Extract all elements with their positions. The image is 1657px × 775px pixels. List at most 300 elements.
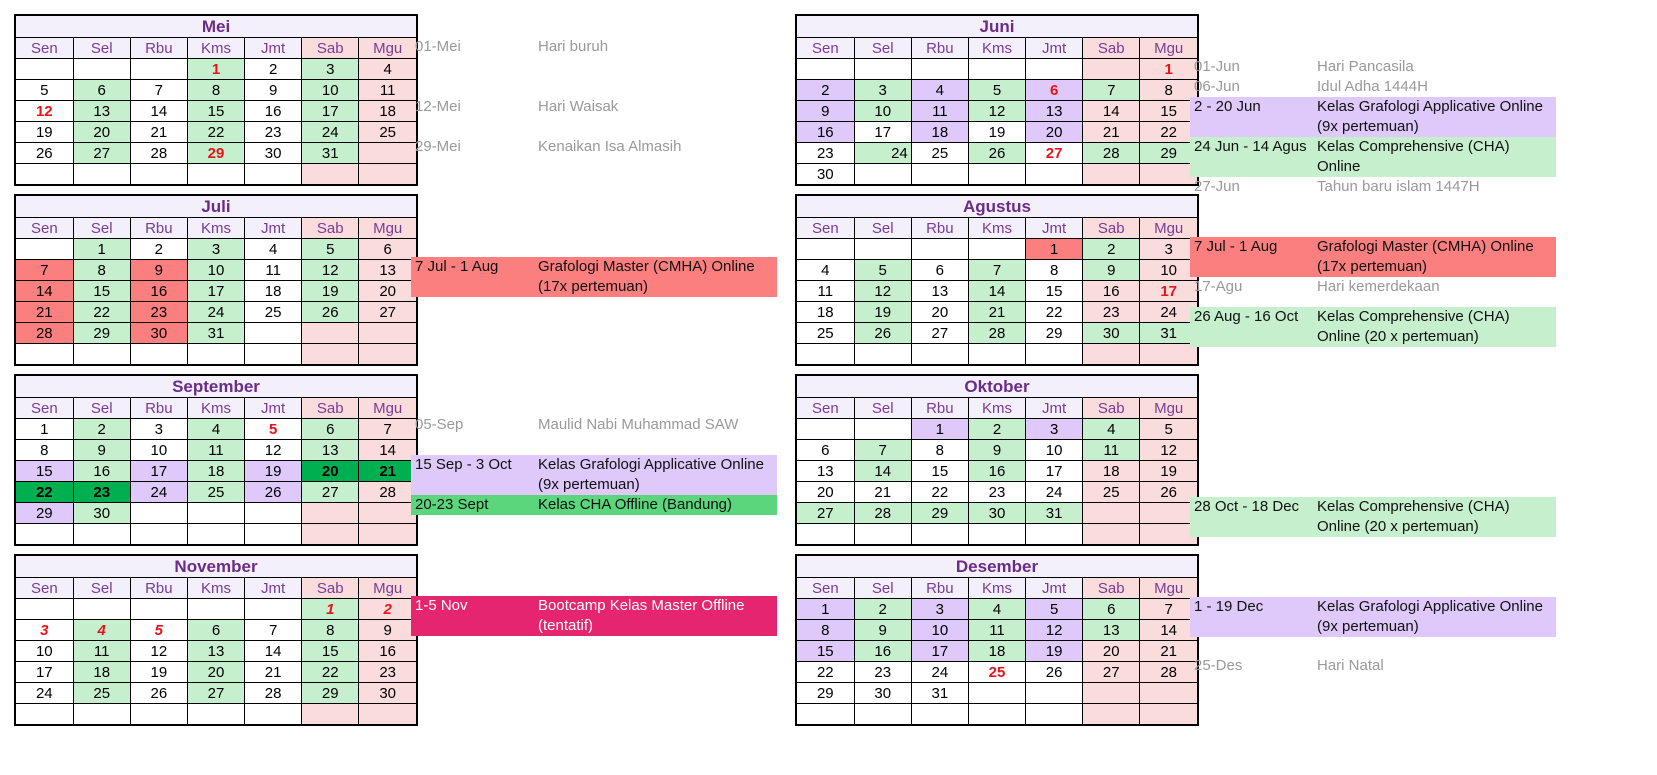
day-cell: 29 [1140,143,1197,164]
day-cell: 29 [911,503,968,524]
day-cell: 15 [1026,281,1083,302]
weekday-header: Sel [73,398,130,419]
day-cell: 23 [854,662,911,683]
day-cell: 18 [245,281,302,302]
day-cell: 18 [1083,461,1140,482]
day-cell [1140,524,1197,545]
weekday-header: Sel [73,38,130,59]
day-cell [302,164,359,185]
event-row [1190,77,1556,97]
day-cell: 11 [359,80,416,101]
day-cell: 13 [187,641,244,662]
event-text: Hari kemerdekaan [1317,278,1440,295]
day-cell [797,239,854,260]
day-cell: 26 [16,143,73,164]
day-cell: 14 [16,281,73,302]
day-cell: 26 [245,482,302,503]
day-cell: 8 [187,80,244,101]
day-cell [968,704,1025,725]
day-cell: 2 [1083,239,1140,260]
day-cell: 20 [797,482,854,503]
day-cell: 27 [187,683,244,704]
weekday-header: Mgu [1140,578,1197,599]
day-cell: 7 [1083,80,1140,101]
day-cell: 27 [73,143,130,164]
day-cell: 19 [302,281,359,302]
event-row [1190,656,1556,676]
day-cell: 15 [797,641,854,662]
day-cell: 2 [797,80,854,101]
day-cell [1140,503,1197,524]
day-cell: 8 [1140,80,1197,101]
day-cell: 2 [73,419,130,440]
day-cell: 14 [854,461,911,482]
month-december [795,554,1199,726]
day-cell: 24 [187,302,244,323]
day-cell: 11 [968,620,1025,641]
weekday-header: Jmt [1026,38,1083,59]
day-cell: 21 [16,302,73,323]
day-cell: 23 [73,482,130,503]
day-cell [302,344,359,365]
event-text: Bootcamp Kelas Master Offline (tentatif) [538,597,745,634]
day-cell [1026,164,1083,185]
day-cell [187,524,244,545]
day-cell [302,503,359,524]
weekday-header: Sel [854,578,911,599]
day-cell: 30 [359,683,416,704]
day-cell: 13 [359,260,416,281]
day-cell: 18 [73,662,130,683]
event-date: 29-Mei [415,138,461,155]
day-cell: 22 [187,122,244,143]
day-cell: 1 [797,599,854,620]
day-cell: 13 [302,440,359,461]
day-cell: 28 [968,323,1025,344]
day-cell: 26 [968,143,1025,164]
day-cell [187,704,244,725]
day-cell: 27 [911,323,968,344]
weekday-header: Sab [302,38,359,59]
day-cell: 16 [359,641,416,662]
day-cell: 2 [968,419,1025,440]
day-cell: 17 [187,281,244,302]
day-cell: 6 [359,239,416,260]
weekday-header: Kms [187,38,244,59]
month-august [795,194,1199,366]
day-cell: 21 [245,662,302,683]
day-cell: 4 [1083,419,1140,440]
day-cell: 23 [968,482,1025,503]
day-cell: 24 [130,482,187,503]
day-cell: 18 [797,302,854,323]
day-cell: 24 [1140,302,1197,323]
day-cell: 22 [911,482,968,503]
day-cell: 19 [130,662,187,683]
event-date: 15 Sep - 3 Oct [415,456,512,473]
day-cell [359,704,416,725]
day-cell [359,503,416,524]
event-date: 25-Des [1194,657,1243,674]
day-cell: 25 [245,302,302,323]
day-cell: 28 [854,503,911,524]
event-text: Hari Waisak [538,98,619,115]
day-cell: 16 [797,122,854,143]
day-cell: 5 [130,620,187,641]
day-cell: 3 [911,599,968,620]
weekday-header: Mgu [359,38,416,59]
day-cell [187,599,244,620]
day-cell: 24 [302,122,359,143]
event-text: Kelas Grafologi Applicative Online (9x pertemuan) [1317,98,1543,135]
day-cell [1140,683,1197,704]
day-cell: 14 [1083,101,1140,122]
day-cell: 29 [16,503,73,524]
day-cell: 15 [73,281,130,302]
day-cell: 11 [73,641,130,662]
day-cell [130,59,187,80]
day-cell [797,419,854,440]
events-september [411,415,777,515]
day-cell: 10 [854,101,911,122]
day-cell [302,524,359,545]
day-cell: 5 [968,80,1025,101]
month-title: Oktober [797,376,1197,398]
day-cell [73,59,130,80]
day-cell: 16 [245,101,302,122]
day-cell [797,59,854,80]
day-cell: 4 [968,599,1025,620]
weekday-header: Sen [16,578,73,599]
day-cell: 17 [854,122,911,143]
day-cell: 8 [73,260,130,281]
event-date: 26 Aug - 16 Oct [1194,308,1299,325]
weekday-header: Sel [854,38,911,59]
weekday-header: Kms [968,398,1025,419]
event-text: Maulid Nabi Muhammad SAW [538,416,739,433]
month-june [795,14,1199,186]
day-cell: 20 [911,302,968,323]
event-row [411,97,795,117]
day-cell [911,239,968,260]
day-cell [245,344,302,365]
day-cell: 13 [73,101,130,122]
day-cell: 12 [1140,440,1197,461]
day-cell: 27 [797,503,854,524]
day-cell: 10 [16,641,73,662]
event-date: 20-23 Sept [415,496,489,513]
day-cell [854,344,911,365]
day-cell [968,683,1025,704]
weekday-header: Sen [797,578,854,599]
day-cell [854,704,911,725]
event-row [1190,177,1556,197]
day-cell: 15 [911,461,968,482]
day-cell: 10 [130,440,187,461]
day-cell [359,323,416,344]
event-text: Grafologi Master (CMHA) Online (17x pertemuan) [1317,238,1534,275]
day-cell: 16 [854,641,911,662]
day-cell: 3 [1026,419,1083,440]
day-cell [854,164,911,185]
event-date: 7 Jul - 1 Aug [415,258,499,275]
day-cell: 21 [1083,122,1140,143]
month-title: Desember [797,556,1197,578]
day-cell: 12 [1026,620,1083,641]
day-cell: 19 [1026,641,1083,662]
day-cell: 31 [302,143,359,164]
day-cell: 10 [187,260,244,281]
day-cell: 26 [1026,662,1083,683]
event-text: Kelas CHA Offline (Bandung) [538,496,732,513]
event-row [411,455,777,495]
day-cell: 26 [854,323,911,344]
day-cell [797,524,854,545]
day-cell: 3 [130,419,187,440]
day-cell: 5 [1026,599,1083,620]
day-cell [16,704,73,725]
day-cell [245,323,302,344]
weekday-header: Jmt [1026,218,1083,239]
month-july [14,194,418,366]
day-cell: 30 [854,683,911,704]
event-row [411,257,777,297]
day-cell: 11 [797,281,854,302]
day-cell [16,164,73,185]
day-cell: 13 [1026,101,1083,122]
day-cell: 12 [16,101,73,122]
event-text: Hari buruh [538,38,609,55]
day-cell: 12 [968,101,1025,122]
day-cell: 31 [1026,503,1083,524]
day-cell: 1 [1026,239,1083,260]
day-cell: 28 [359,482,416,503]
day-cell: 6 [797,440,854,461]
day-cell: 23 [245,122,302,143]
day-cell: 22 [1140,122,1197,143]
day-cell [130,704,187,725]
event-text: Kelas Grafologi Applicative Online (9x pertemuan) [1317,598,1543,635]
event-row [411,37,795,57]
day-cell: 4 [73,620,130,641]
day-cell: 27 [1026,143,1083,164]
event-row [1190,597,1556,637]
day-cell [968,344,1025,365]
day-cell [302,704,359,725]
day-cell [302,323,359,344]
day-cell: 7 [245,620,302,641]
day-cell: 12 [854,281,911,302]
event-date: 2 - 20 Jun [1194,98,1261,115]
event-row [1190,307,1556,347]
day-cell: 9 [1083,260,1140,281]
day-cell [187,164,244,185]
day-cell: 4 [245,239,302,260]
day-cell: 25 [359,122,416,143]
day-cell [359,524,416,545]
day-cell [245,524,302,545]
day-cell: 17 [302,101,359,122]
events-july [411,257,777,297]
day-cell: 28 [130,143,187,164]
day-cell: 23 [359,662,416,683]
day-cell: 5 [302,239,359,260]
day-cell: 19 [968,122,1025,143]
day-cell: 13 [1083,620,1140,641]
day-cell: 19 [854,302,911,323]
event-row [1190,97,1556,137]
day-cell: 1 [911,419,968,440]
day-cell [1026,344,1083,365]
day-cell: 14 [130,101,187,122]
weekday-header: Sab [1083,578,1140,599]
day-cell: 7 [1140,599,1197,620]
day-cell: 21 [854,482,911,503]
weekday-header: Sab [1083,38,1140,59]
day-cell: 9 [359,620,416,641]
day-cell [245,599,302,620]
day-cell [911,164,968,185]
day-cell: 25 [187,482,244,503]
events-october [1190,497,1556,537]
day-cell: 21 [130,122,187,143]
day-cell [1083,704,1140,725]
weekday-header: Mgu [359,578,416,599]
day-cell: 25 [911,143,968,164]
day-cell: 5 [1140,419,1197,440]
event-text: Hari Pancasila [1317,58,1414,75]
weekday-header: Kms [187,578,244,599]
day-cell: 7 [854,440,911,461]
day-cell: 9 [245,80,302,101]
day-cell: 25 [797,323,854,344]
day-cell: 29 [1026,323,1083,344]
day-cell [1140,164,1197,185]
day-cell: 15 [187,101,244,122]
weekday-header: Jmt [245,38,302,59]
events-june [1190,57,1556,197]
month-may [14,14,418,186]
event-row [1190,497,1556,537]
event-date: 17-Agu [1194,278,1243,295]
day-cell: 4 [187,419,244,440]
day-cell: 4 [911,80,968,101]
event-date: 24 Jun - 14 Agus [1194,138,1307,155]
day-cell [359,143,416,164]
day-cell: 9 [797,101,854,122]
weekday-header: Jmt [245,398,302,419]
day-cell: 14 [245,641,302,662]
event-date: 05-Sep [415,416,464,433]
day-cell [1083,344,1140,365]
day-cell: 21 [968,302,1025,323]
event-date: 7 Jul - 1 Aug [1194,238,1278,255]
day-cell: 9 [130,260,187,281]
month-september [14,374,418,546]
day-cell [968,239,1025,260]
event-text: Kenaikan Isa Almasih [538,138,682,155]
day-cell: 9 [854,620,911,641]
event-date: 1 - 19 Dec [1194,598,1264,615]
day-cell: 23 [130,302,187,323]
day-cell: 13 [911,281,968,302]
weekday-header: Kms [968,38,1025,59]
day-cell: 1 [187,59,244,80]
day-cell: 30 [968,503,1025,524]
weekday-header: Sab [1083,398,1140,419]
day-cell: 7 [16,260,73,281]
event-row [411,495,777,515]
month-title: Mei [16,16,416,38]
day-cell [359,164,416,185]
day-cell: 16 [1083,281,1140,302]
day-cell: 28 [16,323,73,344]
day-cell: 29 [302,683,359,704]
day-cell [1026,524,1083,545]
day-cell: 3 [1140,239,1197,260]
day-cell: 3 [854,80,911,101]
event-row [1190,277,1556,297]
day-cell: 30 [73,503,130,524]
day-cell: 20 [1026,122,1083,143]
day-cell [73,164,130,185]
day-cell [911,344,968,365]
weekday-header: Sab [302,578,359,599]
day-cell [16,344,73,365]
day-cell: 29 [73,323,130,344]
day-cell: 31 [187,323,244,344]
day-cell: 2 [854,599,911,620]
weekday-header: Sab [302,218,359,239]
weekday-header: Kms [968,578,1025,599]
weekday-header: Mgu [1140,218,1197,239]
day-cell: 16 [130,281,187,302]
events-december [1190,597,1556,676]
day-cell [1026,704,1083,725]
day-cell: 7 [968,260,1025,281]
day-cell: 12 [130,641,187,662]
event-text: Idul Adha 1444H [1317,78,1428,95]
day-cell: 12 [245,440,302,461]
day-cell: 17 [16,662,73,683]
event-text: Kelas Comprehensive (CHA) Online (20 x pertemuan) [1317,498,1510,535]
day-cell: 17 [1026,461,1083,482]
day-cell: 21 [1140,641,1197,662]
month-november [14,554,418,726]
event-row [1190,137,1556,177]
day-cell: 24 [854,143,911,164]
day-cell: 10 [1026,440,1083,461]
day-cell: 22 [73,302,130,323]
day-cell: 28 [245,683,302,704]
event-row [1190,57,1556,77]
weekday-header: Jmt [1026,398,1083,419]
weekday-header: Jmt [245,218,302,239]
day-cell [130,164,187,185]
day-cell [1026,59,1083,80]
weekday-header: Mgu [1140,38,1197,59]
day-cell [73,524,130,545]
day-cell: 13 [797,461,854,482]
day-cell [187,503,244,524]
day-cell [187,344,244,365]
day-cell: 26 [130,683,187,704]
day-cell [130,503,187,524]
day-cell: 21 [359,461,416,482]
day-cell: 6 [302,419,359,440]
event-text: Tahun baru islam 1447H [1317,178,1480,195]
event-text: Grafologi Master (CMHA) Online (17x pertemuan) [538,258,755,295]
